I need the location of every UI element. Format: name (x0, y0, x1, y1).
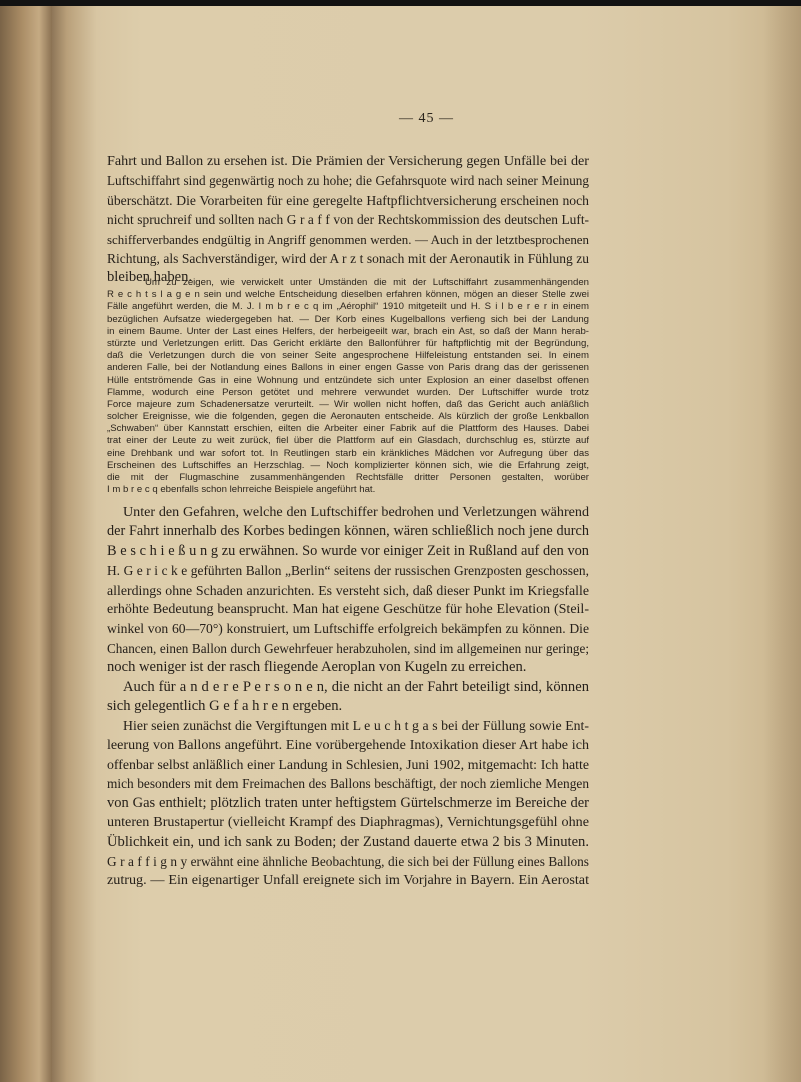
text-line: erhöhte Bedeutung beansprucht. Man hat eigene Geschütze für hohe Elevation (Steil- (107, 600, 589, 617)
page-number: — 45 — (399, 111, 454, 126)
footnote-line: die mit der Flugmaschine zusammenhängenden Rechtsfälle dritter Personen gestalten, worüber (107, 472, 589, 483)
footnote-line: I m b r e c q ebenfalls schon lehrreiche Beispiele angeführt hat. (107, 484, 376, 496)
text-line: überschätzt. Die Vorarbeiten für eine geregelte Haftpflichtversicherung erscheinen noch (107, 192, 589, 208)
footnote-line: Um zu zeigen, wie verwickelt unter Umständen die mit der Luftschiffahrt zusammenhängenden (145, 277, 589, 288)
footnote-line: trat einer der Leute zu weit zurück, fiel über die Plattform auf ein Glasdach, durchschlug es, stürzte auf (107, 435, 589, 447)
text-line: nicht spruchreif und sollten nach G r a f f von der Rechtskommission des deutschen Luft- (107, 212, 589, 228)
footnote-line: stürzte und Verletzungen erlitt. Das Gericht erklärte den Ballonführer für haftpflichtig mit der Begründung, (107, 337, 589, 349)
text-line: mich besonders mit dem Freimachen des Ballons beschäftigt, der noch ziemliche Mengen (107, 776, 589, 792)
text-line: der Fahrt innerhalb des Korbes bedingen können, wären schließlich noch jene durch (107, 523, 589, 540)
footnote-line: Hülle entströmende Gas in eine Wohnung und entzündete sich unter Explosion an einer daselbst offenen (107, 374, 589, 386)
footnote-line: R e c h t s l a g e n sein und welche Entscheidung dieselben erfahren können, mögen an dieser Stelle zwei (107, 289, 589, 301)
text-line: winkel von 60—70°) konstruiert, um Luftschiffe erfolgreich bekämpfen zu können. Die (107, 621, 589, 637)
footnote-line: in einem Baume. Unter der Last eines Helfers, der herbeigeeilt war, brach ein Ast, so daß der Mann herab- (107, 325, 589, 337)
text-line: sich gelegentlich G e f a h r e n ergeben. (107, 697, 343, 714)
footnote-line: Fälle angeführt werden, die M. J. I m b r e c q im „Aérophil“ 1910 mitgeteilt und H. S i l b e r e r in einem (107, 301, 589, 313)
text-line: zutrug. — Ein eigenartiger Unfall ereignete sich im Vorjahre in Bayern. Ein Aerostat (107, 872, 589, 889)
text-line: schifferverbandes endgültig in Angriff genommen werden. — Auch in der letztbesprochenen (107, 231, 589, 247)
text-line: Luftschiffahrt sind gegenwärtig noch zu hohe; die Gefahrsquote wird nach seiner Meinung (107, 173, 589, 189)
text-line: bleiben haben. (107, 269, 193, 286)
footnote-line: Flamme, wodurch eine Person getötet und mehrere verwundet wurden. Der Luftschiffer wurde trotz (107, 386, 589, 398)
text-line: B e s c h i e ß u n g zu erwähnen. So wurde vor einiger Zeit in Rußland auf den von (107, 542, 589, 559)
footnote-line: daß die Verletzungen durch die von seiner Seite angesprochene Hilfeleistung entstanden sei. In einem (107, 350, 589, 362)
footnote-block (107, 277, 589, 496)
text-line: Richtung, als Sachverständiger, wird der A r z t sonach mit der Aeronautik in Fühlung zu (107, 250, 589, 266)
text-line: H. G e r i c k e geführten Ballon „Berlin“ seitens der russischen Grenzposten geschossen, (107, 563, 589, 579)
footnote-line: „Schwaben“ über Kannstatt erschien, eilten die Arbeiter einer Fabrik auf die Plattform des Hauses. Dabei (107, 423, 589, 435)
text-line: Auch für a n d e r e P e r s o n e n, die nicht an der Fahrt beteiligt sind, können (123, 678, 589, 695)
book-page (52, 6, 801, 1082)
text-line: Chancen, einen Ballon durch Gewehrfeuer herabzuholen, sind im allgemeinen nur geringe; (107, 640, 589, 656)
paragraph-2 (107, 503, 589, 891)
text-line: noch weniger ist der rasch fliegende Aeroplan von Kugeln zu erreichen. (107, 659, 527, 676)
text-line: unteren Brustapertur (vielleicht Krampf des Diaphragmas), Vernichtungsgefühl ohne (107, 814, 589, 831)
footnote-line: Erscheinen des Luftschiffes an Herzschlag. — Noch komplizierter können sich, wie die Erfahrung zeigt, (107, 459, 589, 471)
text-line: Unter den Gefahren, welche den Luftschiffer bedrohen und Verletzungen während (123, 504, 589, 520)
text-line: Üblichkeit ein, und ich sank zu Boden; der Zustand dauerte etwa 2 bis 3 Minuten. (107, 833, 589, 850)
text-line: allerdings ohne Schaden anzurichten. Es versteht sich, daß dieser Punkt im Kriegsfalle (107, 582, 589, 598)
footnote-line: Force majeure zum Schadenersatze verurteilt. — Wir wollen nicht hoffen, daß das Gericht auch anläßlich (107, 398, 589, 410)
footnote-line: solcher Ereignisse, wie die folgenden, gegen die Aeronauten entscheide. Als kürzlich der große Lenkballon (107, 411, 589, 423)
text-line: von Gas enthielt; plötzlich traten unter heftigstem Gürtelschmerze im Bereiche der (107, 794, 589, 811)
text-line: Fahrt und Ballon zu ersehen ist. Die Prämien der Versicherung gegen Unfälle bei der (107, 153, 589, 169)
footnote-line: anderen Falle, bei der Notlandung eines Ballons in einer engen Gasse von Paris drang das der gerissenen (107, 362, 589, 374)
text-line: Hier seien zunächst die Vergiftungen mit L e u c h t g a s bei der Füllung sowie Ent- (123, 718, 589, 734)
footnote-line: eine Drehbank und war sofort tot. In Reutlingen starb ein kränkliches Mädchen vor Aufregung über das (107, 447, 589, 459)
footnote-line: bezüglichen Aufsatze wiedergegeben hat. — Der Korb eines Kugelballons verfieng sich bei der Landung (107, 313, 589, 325)
previous-page-edge (0, 6, 52, 1082)
text-line: leerung von Ballons angeführt. Eine vorübergehende Intoxikation dieser Art habe ich (107, 736, 589, 753)
text-line: offenbar selbst anläßlich einer Landung in Schlesien, Juni 1902, mitgemacht: Ich hatte (107, 757, 589, 773)
paragraph-1 (107, 152, 589, 288)
text-line: G r a f f i g n y erwähnt eine ähnliche Beobachtung, die sich bei der Füllung eines Ballons (107, 854, 589, 870)
